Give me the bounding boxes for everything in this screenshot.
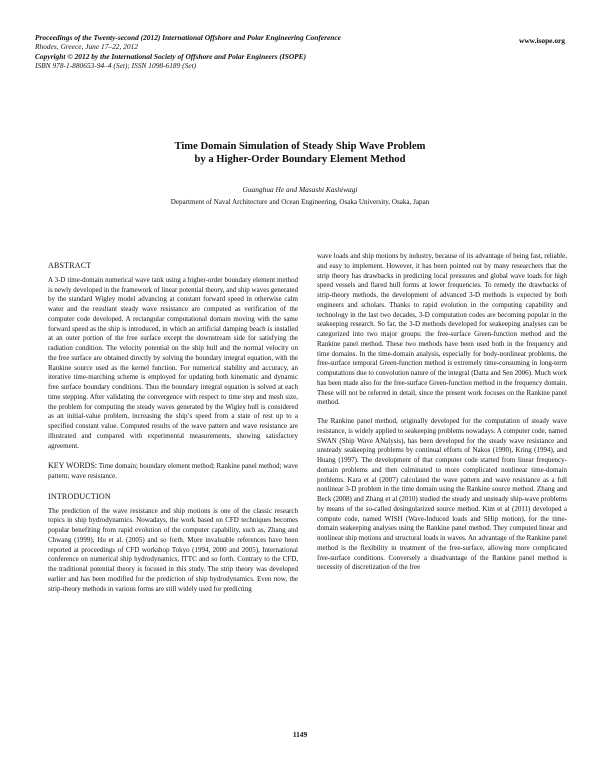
keywords-paragraph <box>48 461 298 482</box>
copyright-line: Copyright © 2012 by the International Society of Offshore and Polar Engineers (ISOPE) <box>35 51 307 61</box>
paper-affiliation: Department of Naval Architecture and Ocean Engineering, Osaka University, Osaka, Japan <box>170 198 430 206</box>
introduction-text: The prediction of the wave resistance and ship motions is one of the classic research topics in ship hydrodynamics. Nowadays, the work based on CFD techniques becomes popular benefiting from rapid evolution of the computer capability, such as, Zhang and Chwang (1999), Hu et al. (2005) and so forth. More invaluable references have been reported at proceedings of CFD workshop Tokyo (1994, 2000 and 2005), International conference on numerical ship hydrodynamics, ITTC and so forth. Contrary to the CFD, the traditional potential theory is focused in this study. The strip theory was developed earlier and has been modified for the prediction of ship hydrodynamics. Even now, the strip-theory methods in various forms are still widely used for predicting <box>48 506 298 593</box>
title-line-1: Time Domain Simulation of Steady Ship Wave Problem <box>174 141 426 152</box>
paper-authors: Guanghua He and Masashi Kashiwagi <box>242 185 358 194</box>
proceedings-header <box>35 33 495 71</box>
right-column <box>317 252 567 573</box>
conference-title: Proceedings of the Twenty-second (2012) International Offshore and Polar Engineering Conference <box>35 33 341 42</box>
keywords-label: KEY WORDS: <box>48 461 98 471</box>
keywords-text: Time domain; boundary element method; Rankine panel method; wave pattern; wave resistance. <box>48 462 299 480</box>
abstract-heading: ABSTRACT <box>48 261 92 270</box>
paper-title <box>0 140 600 166</box>
introduction-heading: INTRODUCTION <box>48 491 111 501</box>
abstract-text: A 3-D time-domain numerical wave tank using a higher-order boundary element method is newly developed in the framework of linear potential theory, and ship waves generated by the standard Wigley model advancing at constant forward speed in otherwise calm water and the resultant steady wave resistance are computed as verification of the computer code developed. A rectangular computational domain moving with the same forward speed as the ship is introduced, in which an artificial damping beach is installed at an outer portion of the free surface except the downstream side for satisfying the radiation condition. The velocity potential on the ship hull and the normal velocity on the free surface are obtained directly by solving the boundary integral equation, with the Rankine source used as the kernel function. For numerical stability and accuracy, an iterative time-marching scheme is employed for updating both kinematic and dynamic free surface boundary conditions. Thus the boundary integral equation is solved at each time stepping. After validating the convergence with respect to time step and mesh size, the problem for computing the steady waves generated by the Wigley hull is considered as an initial-value problem, increasing the ship’s speed from a state of rest up to a specified constant value. Computed results of the wave pattern and wave resistance are illustrated and compared with experimental measurements, showing satisfactory agreement. <box>48 275 298 450</box>
isbn-line: ISBN 978-1-880653-94–4 (Set); ISSN 1098-6189 (Set) <box>35 61 197 71</box>
conference-location: Rhodes, Greece, June 17–22, 2012 <box>35 42 138 52</box>
right-paragraph-1: wave loads and ship motions by industry, because of its advantage of being fast, reliable, and easy to implement. However, it has been pointed out by many researchers that the strip theory has drawbacks in predicting local pressures and global wave loads for high speed vessels and flared hull forms at lower frequencies. To remedy the drawbacks of strip-theory methods, the development of advanced 3-D methods is expected by both engineers and scholars. Thanks to rapid evolution in the computing capability and technology in the last two decades, 3-D computation codes are becoming popular in the seakeeping research. So far, the 3-D methods developed for seakeeping analyses can be categorized into two major groups: the free-surface Green-function method and the Rankine panel method. These two methods have been used both in the frequency and time domains. In the time-domain analysis, especially for body-nonlinear problems, the free-surface temporal Green-function method is extremely time-consuming in long-term computations due to convolution nature of the integral (Datta and Sen 2006). Much work has been made also for the free-surface Green-function method in the frequency domain. These will not be referred in detail, since the present work focuses on the Rankine panel method. <box>317 252 567 407</box>
page-number: 1149 <box>292 730 308 739</box>
left-column <box>48 252 298 594</box>
website-link[interactable]: www.isope.org <box>519 36 565 45</box>
title-line-2: by a Higher-Order Boundary Element Method <box>194 154 406 165</box>
right-paragraph-2: The Rankine panel method, originally developed for the computation of steady wave resistance, is widely applied to seakeeping problems nowadays. A computer code, named SWAN (Ship Wave ANalysis), has been developed for the steady wave resistance and unsteady seakeeping problems by continual efforts of Nakos (1990), Kring (1994), and Huang (1997). The development of that computer code started from linear frequency-domain problems and then culminated to more complicated nonlinear time-domain problems. Kara et al (2007) calculated the wave pattern and wave resistance as a full nonlinear 3-D problem in the time domain using the Rankine source method. Zhang and Beck (2008) and Zhang et al (2010) studied the steady and unsteady ship-wave problems by means of the so-called desingularized source method. Kim et al (2011) developed a compute code, named WISH (Wave-Induced loads and SHip motion), for the time-domain seakeeping analyses using the Rankine panel method. They computed linear and nonlinear ship motions and structural loads in waves. An advantage of the Rankine panel method is the flexibility in treatment of the free-surface, allowing more complicated free-surface conditions. Conversely a disadvantage of the Rankine panel method is necessity of discretization of the free <box>317 417 567 572</box>
